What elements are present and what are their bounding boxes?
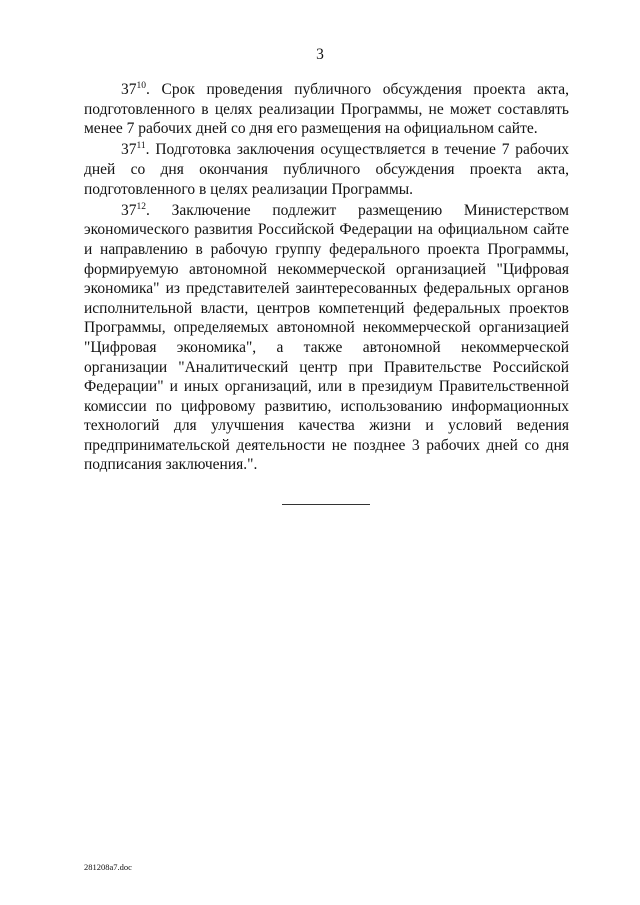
clause-superscript: 10: [136, 81, 146, 91]
paragraph-37-12: [84, 201, 569, 475]
document-body: [84, 80, 569, 477]
file-code: 281208a7.doc: [84, 862, 132, 872]
clause-text: . Срок проведения публичного обсуждения проекта акта, подготовленного в целях реализации Программы, не может составлять менее 7 рабочих дней со дня его размещения на официальном сайте.: [84, 81, 569, 138]
page-number: 3: [316, 46, 324, 63]
paragraph-37-11: [84, 140, 569, 199]
clause-superscript: 11: [136, 141, 146, 152]
clause-text: . Заключение подлежит размещению Министерством экономического развития Российской Федерации на официальном сайте и направлению в рабочую группу федерального проекта Программы, формируемую автономной некоммерческой организацией "Цифровая экономика" из представителей заинтересованных федеральных органов исполнительной власти, центров компетенций федеральных проектов Программы, определяемых автономной некоммерческой организацией "Цифровая экономика", а также автономной некоммерческой организации "Аналитический центр при Правительстве Российской Федерации" и иных организаций, или в президиум Правительственной комиссии по цифровому развитию, использованию информационных технологий для улучшения качества жизни и условий ведения предпринимательской деятельности не позднее 3 рабочих дней со дня подписания заключения.".: [84, 201, 569, 474]
clause-number: 37: [121, 201, 137, 219]
paragraph-37-10: [84, 80, 569, 139]
end-of-text-rule: [282, 504, 370, 505]
clause-number: 37: [121, 81, 137, 98]
clause-text: . Подготовка заключения осуществляется в течение 7 рабочих дней со дня окончания публичного обсуждения проекта акта, подготовленного в целях реализации Программы.: [84, 141, 569, 198]
clause-superscript: 12: [136, 201, 146, 212]
clause-number: 37: [121, 141, 137, 159]
